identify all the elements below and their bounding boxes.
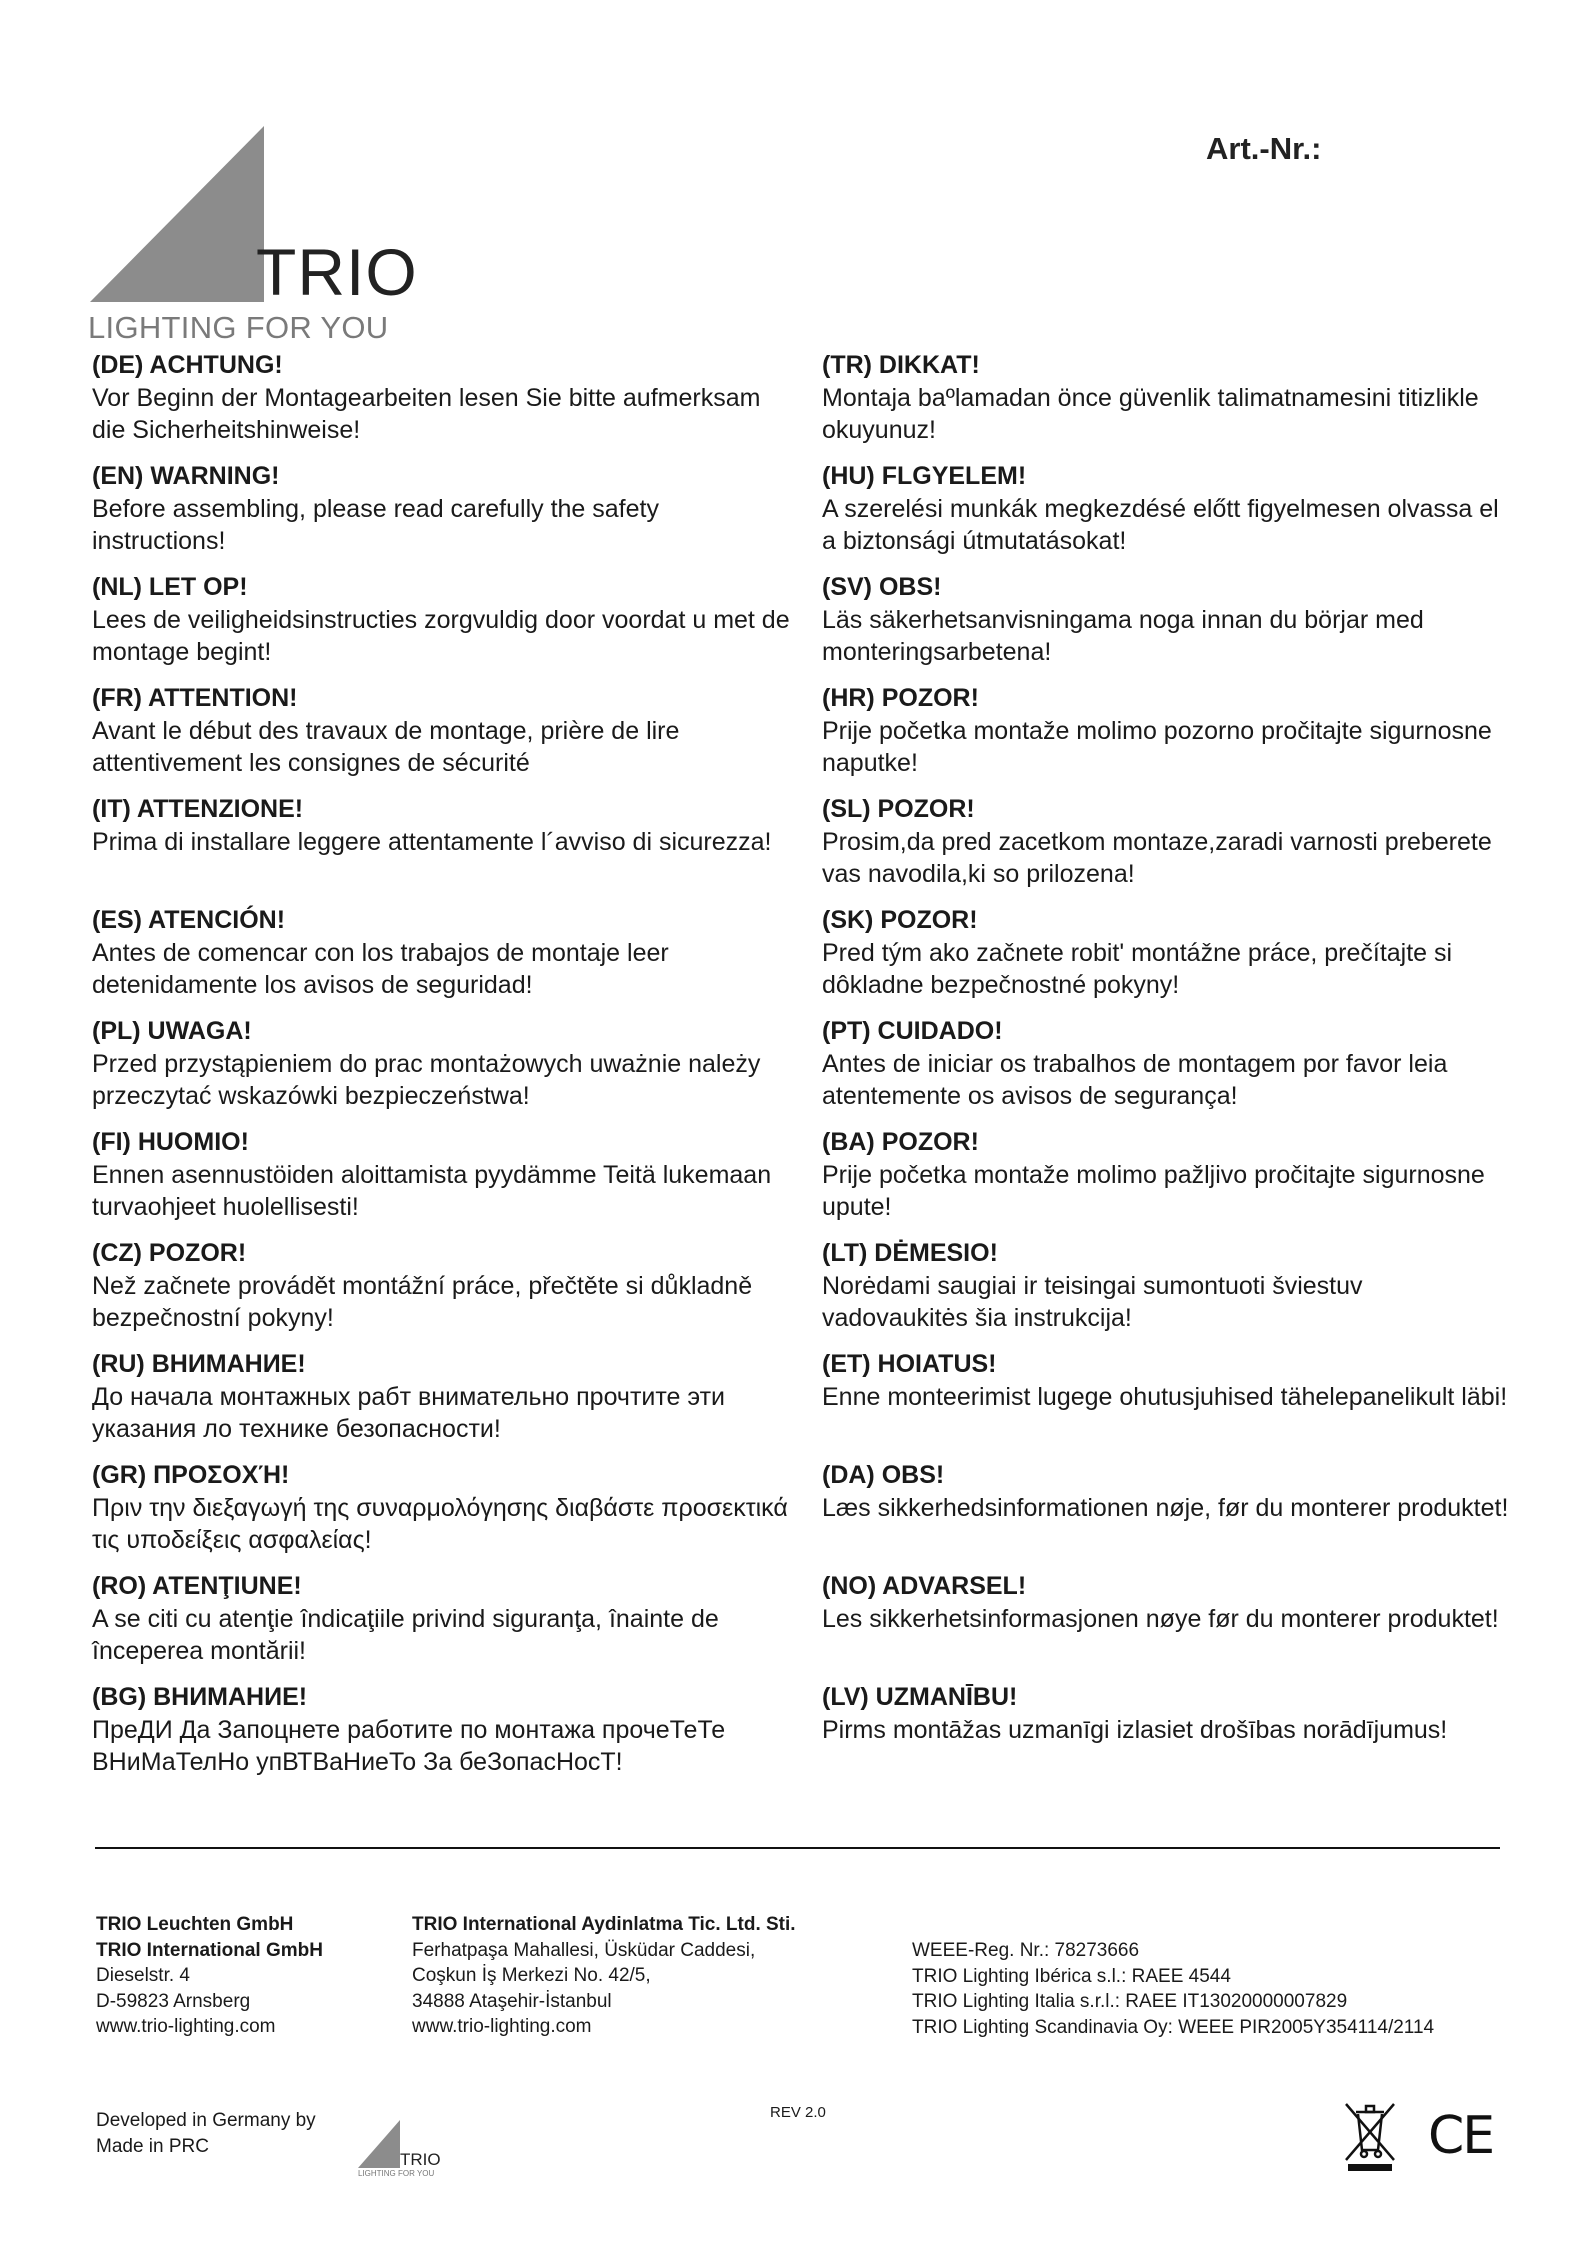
warning-title: (EN) WARNING! (92, 462, 280, 490)
made-in: Made in PRC (96, 2136, 209, 2157)
company-name: TRIO International GmbH (96, 1939, 323, 1961)
small-logo-name: TRIO (400, 2150, 441, 2169)
warning-lv (822, 1680, 1512, 1791)
warning-text: Lees de veiligheidsinstructies zorgvuldig door voordat u met de montage begint! (92, 606, 790, 666)
warning-text: Antes de comencar con los trabajos de montaje leer detenidamente los avisos de seguridad! (92, 939, 669, 999)
warning-cz (92, 1236, 792, 1347)
address-turkey (412, 1912, 796, 2040)
warning-title: (PT) CUIDADO! (822, 1017, 1003, 1045)
city: D-59823 Arnsberg (96, 1990, 251, 2012)
origin-note (96, 2108, 316, 2160)
small-trio-logo (356, 2118, 446, 2178)
warning-title: (SV) OBS! (822, 573, 942, 601)
warning-text: Norėdami saugiai ir teisingai sumontuoti šviestuv vadovaukitės šia instrukcija! (822, 1272, 1363, 1332)
ce-mark: CE (1428, 2106, 1494, 2166)
warning-hr (822, 681, 1512, 792)
warning-fr (92, 681, 792, 792)
warning-de (92, 348, 792, 459)
warning-fi (92, 1125, 792, 1236)
warning-sk (822, 903, 1512, 1014)
warning-title: (FR) ATTENTION! (92, 684, 298, 712)
warning-title: (TR) DIKKAT! (822, 351, 980, 379)
warning-title: (SK) POZOR! (822, 906, 978, 934)
warning-text: Prosim,da pred zacetkom montaze,zaradi varnosti preberete vas navodila,ki so prilozena! (822, 828, 1492, 888)
warning-text: Pirms montāžas uzmanīgi izlasiet drošības norādījumus! (822, 1716, 1448, 1744)
warning-title: (CZ) POZOR! (92, 1239, 247, 1267)
warnings-right-column (822, 348, 1512, 1791)
warning-da (822, 1458, 1512, 1569)
address-germany (96, 1912, 323, 2040)
warning-title: (LV) UZMANĪBU! (822, 1683, 1018, 1711)
weee-line: TRIO Lighting Italia s.r.l.: RAEE IT13020000007829 (912, 1991, 1348, 2012)
trio-triangle-logo-icon (88, 124, 268, 304)
warning-title: (IT) ATTENZIONE! (92, 795, 304, 823)
website: www.trio-lighting.com (412, 2016, 592, 2037)
warning-it (92, 792, 792, 903)
warning-title: (BA) POZOR! (822, 1128, 979, 1156)
warning-text: Læs sikkerhedsinformationen nøje, før du monterer produktet! (822, 1494, 1509, 1522)
developed-in: Developed in Germany by (96, 2110, 316, 2131)
address-line: Ferhatpaşa Mahallesi, Üsküdar Caddesi, (412, 1939, 756, 1961)
warning-text: Les sikkerhetsinformasjonen nøye før du monterer produktet! (822, 1605, 1499, 1633)
warning-title: (SL) POZOR! (822, 795, 975, 823)
warning-text: До начала монтажных рабт внимательно прочтите эти указания ло технике безопасности! (92, 1383, 726, 1443)
logo-name: TRIO (256, 235, 418, 309)
warning-text: A szerelési munkák megkezdésé előtt figyelmesen olvassa el a biztonsági útmutatásokat! (822, 495, 1499, 555)
weee-registrations (912, 1938, 1434, 2040)
warning-hu (822, 459, 1512, 570)
warning-es (92, 903, 792, 1014)
warning-text: Avant le début des travaux de montage, prière de lire attentivement les consignes de sécurité (92, 717, 680, 777)
warning-tr (822, 348, 1512, 459)
warning-text: ПреДИ Да Запоцнете работите по монтажа прочеТеТе ВНиМаТелНо упВТВаНиеТо За беЗопасНосТ! (92, 1716, 726, 1776)
warning-title: (BG) ВНИМАНИЕ! (92, 1683, 308, 1711)
address-line: Coşkun İş Merkezi No. 42/5, (412, 1965, 651, 1986)
warning-en (92, 459, 792, 570)
warning-title: (LT) DĖMESIO! (822, 1239, 998, 1267)
warning-title: (NO) ADVARSEL! (822, 1572, 1027, 1600)
warning-text: Montaja baºlamadan önce güvenlik talimatnamesini titizlikle okuyunuz! (822, 384, 1479, 444)
warning-ro (92, 1569, 792, 1680)
website: www.trio-lighting.com (96, 2016, 276, 2037)
warning-text: Než začnete provádět montážní práce, přečtěte si důkladně bezpečnostní pokyny! (92, 1272, 753, 1332)
warning-text: Läs säkerhetsanvisningama noga innan du börjar med monteringsarbetena! (822, 606, 1424, 666)
street: Dieselstr. 4 (96, 1965, 190, 1986)
warning-title: (RU) ВНИМАНИЕ! (92, 1350, 306, 1378)
warning-text: Enne monteerimist lugege ohutusjuhised tähelepanelikult läbi! (822, 1383, 1508, 1411)
weee-crossed-bin-icon (1340, 2096, 1400, 2176)
warning-text: Pred tým ako začnete robit' montážne práce, prečítajte si dôkladne bezpečnostné pokyny! (822, 939, 1453, 999)
small-trio-triangle-icon (356, 2118, 402, 2170)
warning-ba (822, 1125, 1512, 1236)
warning-title: (ES) ATENCIÓN! (92, 906, 286, 934)
warnings-left-column (92, 348, 792, 1791)
warning-text: Πριν την διεξαγωγή της συναρμολόγησης διαβάστε προσεκτικά τις υποδείξεις ασφαλείας! (92, 1494, 788, 1554)
warning-text: Before assembling, please read carefully the safety instructions! (92, 495, 659, 555)
warning-gr (92, 1458, 792, 1569)
warning-sl (822, 792, 1512, 903)
warning-title: (ET) HOIATUS! (822, 1350, 997, 1378)
warning-text: Przed przystąpieniem do prac montażowych uważnie należy przeczytać wskazówki bezpieczeństwa! (92, 1050, 761, 1110)
warning-text: Prima di installare leggere attentamente l´avviso di sicurezza! (92, 828, 772, 856)
warning-title: (NL) LET OP! (92, 573, 248, 601)
warning-text: Prije početka montaže molimo pažljivo pročitajte sigurnosne upute! (822, 1161, 1485, 1221)
weee-line: WEEE-Reg. Nr.: 78273666 (912, 1940, 1140, 1961)
article-number-label: Art.-Nr.: (1206, 131, 1322, 166)
address-line: 34888 Ataşehir-İstanbul (412, 1990, 612, 2012)
warning-title: (RO) ATENŢIUNE! (92, 1572, 302, 1600)
weee-line: TRIO Lighting Ibérica s.l.: RAEE 4544 (912, 1965, 1231, 1987)
warning-title: (DE) ACHTUNG! (92, 351, 283, 379)
warning-text: Prije početka montaže molimo pozorno pročitajte sigurnosne naputke! (822, 717, 1492, 777)
warning-pl (92, 1014, 792, 1125)
small-logo-tagline: LIGHTING FOR YOU (358, 2169, 435, 2178)
warning-title: (FI) HUOMIO! (92, 1128, 249, 1156)
warning-text: Ennen asennustöiden aloittamista pyydämme Teitä lukemaan turvaohjeet huolellisesti! (92, 1161, 772, 1221)
company-name: TRIO International Aydinlatma Tic. Ltd. Sti. (412, 1914, 796, 1935)
weee-line: TRIO Lighting Scandinavia Oy: WEEE PIR2005Y354114/2114 (912, 2016, 1435, 2038)
warning-lt (822, 1236, 1512, 1347)
footer-divider (95, 1847, 1500, 1849)
warning-title: (HR) POZOR! (822, 684, 979, 712)
warning-title: (DA) OBS! (822, 1461, 945, 1489)
warning-pt (822, 1014, 1512, 1125)
warning-et (822, 1347, 1512, 1458)
warning-bg (92, 1680, 792, 1791)
trio-logo (88, 124, 418, 345)
warning-title: (PL) UWAGA! (92, 1017, 252, 1045)
warning-title: (HU) FLGYELEM! (822, 462, 1027, 490)
company-name: TRIO Leuchten GmbH (96, 1914, 294, 1935)
warning-text: Vor Beginn der Montagearbeiten lesen Sie bitte aufmerksam die Sicherheitshinweise! (92, 384, 761, 444)
warning-text: Antes de iniciar os trabalhos de montagem por favor leia atentemente os avisos de segurança! (822, 1050, 1448, 1110)
warning-nl (92, 570, 792, 681)
warning-sv (822, 570, 1512, 681)
logo-tagline: LIGHTING FOR YOU (88, 310, 389, 345)
revision: REV 2.0 (770, 2104, 826, 2121)
warning-ru (92, 1347, 792, 1458)
warning-title: (GR) ΠΡΟΣΟΧΉ! (92, 1461, 290, 1489)
warning-text: A se citi cu atenţie îndicaţiile privind siguranţa, înainte de începerea montării! (92, 1605, 719, 1665)
warning-no (822, 1569, 1512, 1680)
